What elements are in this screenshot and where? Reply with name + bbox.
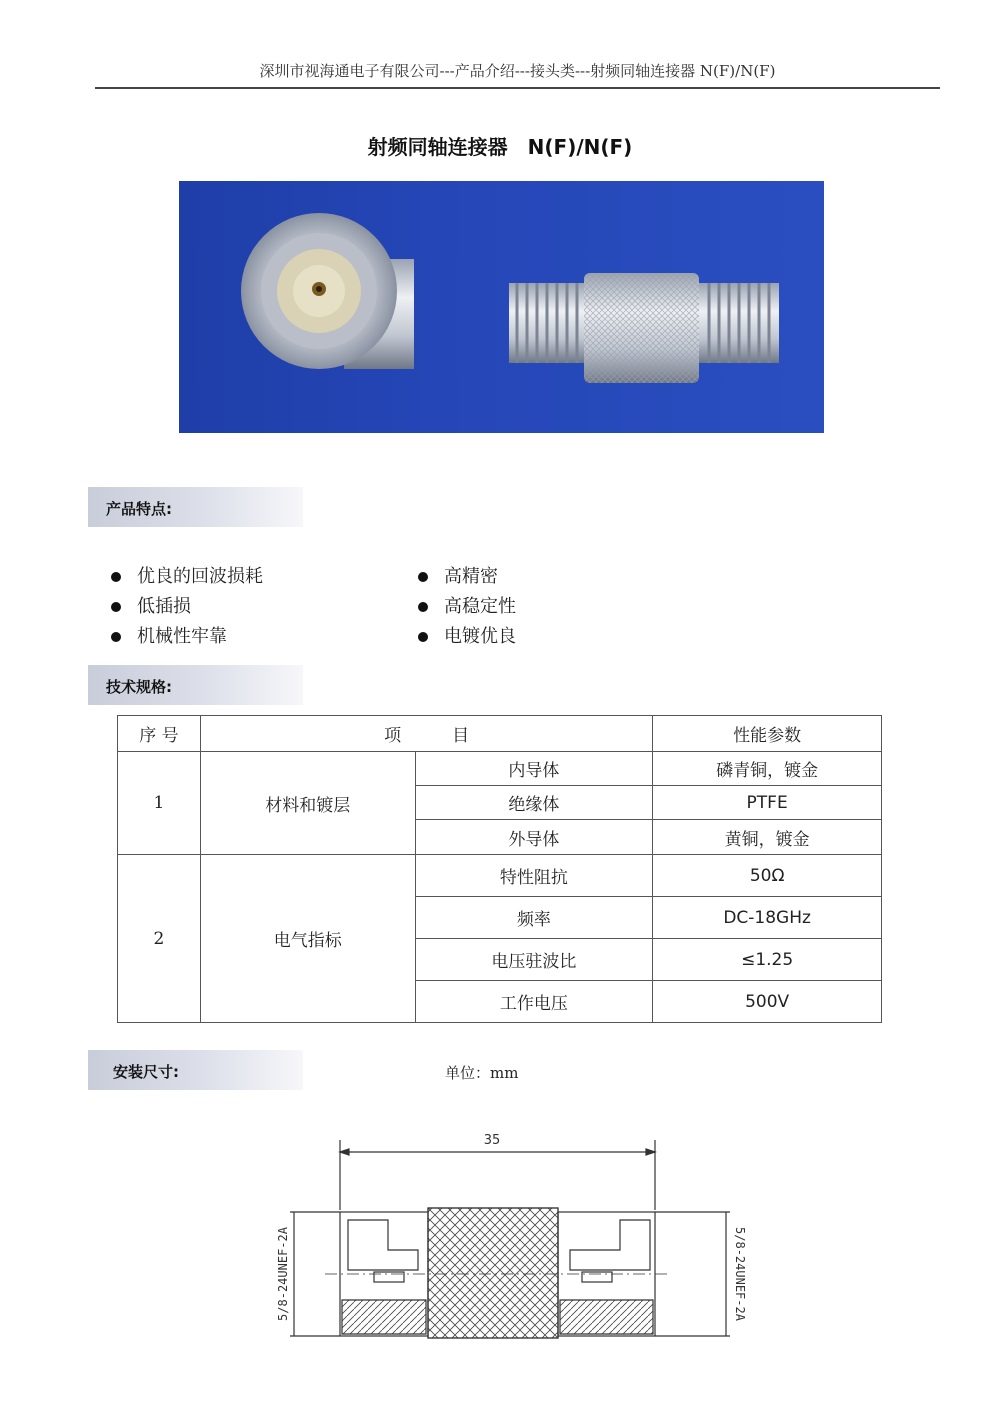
- item-cell: 外导体: [415, 820, 653, 855]
- dim-length-label: 35: [483, 1133, 501, 1148]
- features-list-left: [105, 562, 263, 652]
- spec-heading: 技术规格:: [106, 678, 172, 696]
- dimension-drawing: [270, 1120, 750, 1354]
- group-name: 电气指标: [200, 855, 415, 1023]
- value-cell: 50Ω: [653, 855, 882, 897]
- feature-item: 高稳定性: [412, 592, 516, 622]
- group-no: 2: [118, 855, 201, 1023]
- feature-item: 低插损: [105, 592, 263, 622]
- spec-heading-bar: [88, 665, 303, 705]
- bullet-icon: [111, 632, 121, 642]
- bullet-icon: [418, 572, 428, 582]
- product-photo: [179, 181, 824, 433]
- bullet-icon: [111, 602, 121, 612]
- feature-item: 机械性牢靠: [105, 622, 263, 652]
- col-header-value: 性能参数: [653, 716, 882, 752]
- col-header-no: 序 号: [118, 716, 201, 752]
- col-header-item: 项 目: [200, 716, 652, 752]
- spec-table: [117, 715, 882, 1023]
- feature-item: 电镀优良: [412, 622, 516, 652]
- group-no: 1: [118, 752, 201, 855]
- bullet-icon: [418, 602, 428, 612]
- item-cell: 电压驻波比: [415, 939, 653, 981]
- features-list-right: [412, 562, 516, 652]
- features-heading-bar: [88, 487, 303, 527]
- table-header-row: [118, 716, 882, 752]
- value-cell: PTFE: [653, 786, 882, 820]
- feature-item: 高精密: [412, 562, 516, 592]
- thread-label-left: 5/8-24UNEF-2A: [276, 1227, 290, 1321]
- connector-drawing: [270, 1120, 750, 1350]
- table-row: [118, 855, 882, 897]
- value-cell: ≤1.25: [653, 939, 882, 981]
- header-divider: [95, 87, 940, 89]
- item-cell: 绝缘体: [415, 786, 653, 820]
- feature-item: 优良的回波损耗: [105, 562, 263, 592]
- page-header: 深圳市视海通电子有限公司---产品介绍---接头类---射频同轴连接器 N(F)/N(F): [259, 62, 776, 80]
- page-title: 射频同轴连接器 N(F)/N(F): [367, 135, 633, 159]
- item-cell: 特性阻抗: [415, 855, 653, 897]
- value-cell: 黄铜，镀金: [653, 820, 882, 855]
- value-cell: 500V: [653, 981, 882, 1023]
- features-heading: 产品特点:: [106, 500, 172, 518]
- install-heading: 安装尺寸:: [113, 1063, 179, 1081]
- item-cell: 频率: [415, 897, 653, 939]
- item-cell: 内导体: [415, 752, 653, 786]
- value-cell: 磷青铜，镀金: [653, 752, 882, 786]
- bullet-icon: [111, 572, 121, 582]
- install-heading-bar: [88, 1050, 303, 1090]
- item-cell: 工作电压: [415, 981, 653, 1023]
- bullet-icon: [418, 632, 428, 642]
- thread-label-right: 5/8-24UNEF-2A: [733, 1227, 747, 1321]
- value-cell: DC-18GHz: [653, 897, 882, 939]
- connector-photo-image: [179, 181, 824, 433]
- group-name: 材料和镀层: [200, 752, 415, 855]
- unit-label: 单位：mm: [445, 1064, 519, 1082]
- table-row: [118, 752, 882, 786]
